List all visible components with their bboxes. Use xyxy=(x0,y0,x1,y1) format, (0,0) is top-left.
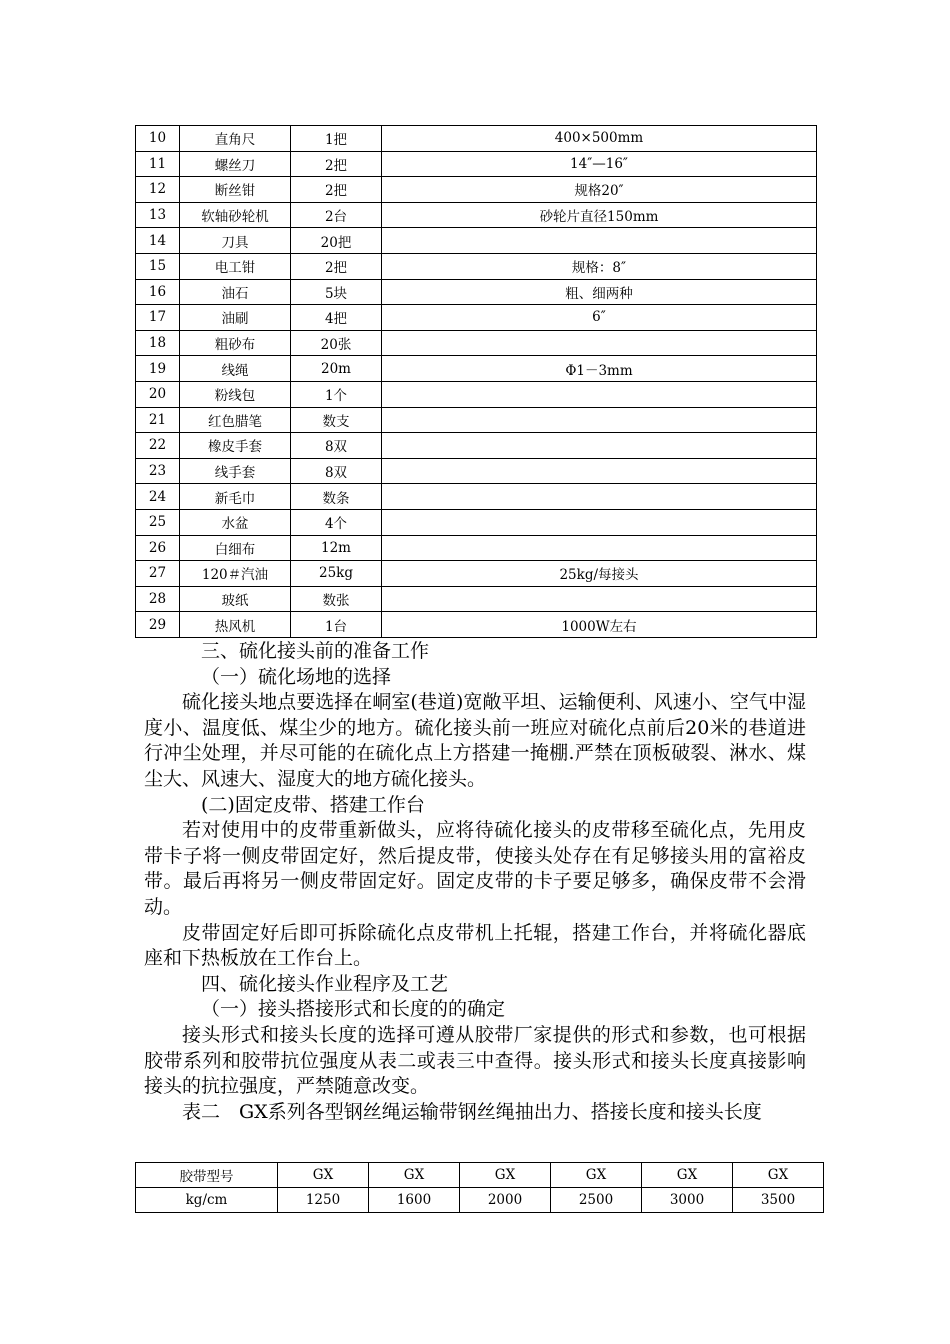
quantity-cell: 20张 xyxy=(291,330,382,356)
spec-cell: 6″ xyxy=(382,305,817,331)
quantity-cell: 12m xyxy=(291,535,382,561)
belt-strength-cell: 2000 xyxy=(460,1188,551,1213)
belt-strength-cell: 3000 xyxy=(642,1188,733,1213)
paragraph-fix-belt: 若对使用中的皮带重新做头，应将待硫化接头的皮带移至硫化点，先用皮带卡子将一侧皮带固定好，然后提皮带，使接头处存在有足够接头用的富裕皮带。最后再将另一侧皮带固定好。固定皮带的卡子要足够多，确保皮带不会滑动。 xyxy=(144,819,806,918)
tools-table-row xyxy=(136,561,817,587)
spec-cell xyxy=(382,433,817,459)
row-number-cell: 23 xyxy=(136,458,180,484)
spec-cell xyxy=(382,535,817,561)
row-number-cell: 21 xyxy=(136,407,180,433)
tool-name-cell: 软轴砂轮机 xyxy=(180,202,291,228)
quantity-cell: 1个 xyxy=(291,381,382,407)
tool-name-cell: 断丝钳 xyxy=(180,177,291,203)
tools-table-row xyxy=(136,151,817,177)
tools-table-row xyxy=(136,356,817,382)
tools-table-row xyxy=(136,202,817,228)
quantity-cell: 2把 xyxy=(291,253,382,279)
paragraph-joint-form: 接头形式和接头长度的选择可遵从胶带厂家提供的形式和参数，也可根据胶带系列和胶带抗位强度从表二或表三中查得。接头形式和接头长度真接影响接头的抗拉强度，严禁随意改变。 xyxy=(144,1023,806,1098)
quantity-cell: 2把 xyxy=(291,151,382,177)
spec-cell xyxy=(382,381,817,407)
tool-name-cell: 粗砂布 xyxy=(180,330,291,356)
tools-table-row xyxy=(136,228,817,254)
tools-table-row xyxy=(136,407,817,433)
body-text xyxy=(144,639,806,1125)
tool-name-cell: 线手套 xyxy=(180,458,291,484)
spec-cell: 400×500mm xyxy=(382,126,817,152)
spec-cell: 规格20″ xyxy=(382,177,817,203)
tools-table-row xyxy=(136,458,817,484)
belt-header-label: 胶带型号 xyxy=(136,1163,278,1188)
quantity-cell: 5块 xyxy=(291,279,382,305)
tools-table-row xyxy=(136,535,817,561)
belt-strength-cell: 1600 xyxy=(369,1188,460,1213)
row-number-cell: 13 xyxy=(136,202,180,228)
tool-name-cell: 新毛巾 xyxy=(180,484,291,510)
belt-table-row-model xyxy=(136,1163,824,1188)
spec-cell xyxy=(382,586,817,612)
tools-table-row xyxy=(136,381,817,407)
spec-cell: Φ1－3mm xyxy=(382,356,817,382)
spec-cell: 1000W左右 xyxy=(382,612,817,638)
spec-cell xyxy=(382,407,817,433)
tools-table-row xyxy=(136,509,817,535)
tool-name-cell: 玻纸 xyxy=(180,586,291,612)
row-number-cell: 11 xyxy=(136,151,180,177)
belt-model-cell: GX xyxy=(642,1163,733,1188)
tool-name-cell: 油石 xyxy=(180,279,291,305)
belt-model-cell: GX xyxy=(551,1163,642,1188)
tool-name-cell: 热风机 xyxy=(180,612,291,638)
belt-model-cell: GX xyxy=(460,1163,551,1188)
row-number-cell: 16 xyxy=(136,279,180,305)
row-number-cell: 18 xyxy=(136,330,180,356)
quantity-cell: 数条 xyxy=(291,484,382,510)
quantity-cell: 25kg xyxy=(291,561,382,587)
tools-table-row xyxy=(136,305,817,331)
tool-name-cell: 水盆 xyxy=(180,509,291,535)
spec-cell xyxy=(382,458,817,484)
row-number-cell: 17 xyxy=(136,305,180,331)
quantity-cell: 1把 xyxy=(291,126,382,152)
tool-name-cell: 油刷 xyxy=(180,305,291,331)
belt-model-cell: GX xyxy=(278,1163,369,1188)
section-4-1-heading: （一）接头搭接形式和长度的的确定 xyxy=(201,998,506,1021)
section-4-heading: 四、硫化接头作业程序及工艺 xyxy=(201,972,449,995)
row-number-cell: 20 xyxy=(136,381,180,407)
belt-model-cell: GX xyxy=(733,1163,824,1188)
spec-cell xyxy=(382,509,817,535)
quantity-cell: 8双 xyxy=(291,458,382,484)
belt-table xyxy=(135,1162,824,1213)
quantity-cell: 20把 xyxy=(291,228,382,254)
row-number-cell: 24 xyxy=(136,484,180,510)
quantity-cell: 8双 xyxy=(291,433,382,459)
tools-table-row xyxy=(136,177,817,203)
quantity-cell: 数张 xyxy=(291,586,382,612)
tool-name-cell: 粉线包 xyxy=(180,381,291,407)
quantity-cell: 1台 xyxy=(291,612,382,638)
belt-strength-cell: 2500 xyxy=(551,1188,642,1213)
belt-strength-cell: 1250 xyxy=(278,1188,369,1213)
tool-name-cell: 120＃汽油 xyxy=(180,561,291,587)
section-3-2-heading: (二)固定皮带、搭建工作台 xyxy=(201,793,425,816)
tools-table-body xyxy=(136,126,817,638)
spec-cell: 25kg/每接头 xyxy=(382,561,817,587)
spec-cell: 规格：8″ xyxy=(382,253,817,279)
spec-cell xyxy=(382,330,817,356)
belt-strength-cell: 3500 xyxy=(733,1188,824,1213)
section-3-heading: 三、硫化接头前的准备工作 xyxy=(201,640,430,662)
row-number-cell: 22 xyxy=(136,433,180,459)
tools-table-row xyxy=(136,330,817,356)
tool-name-cell: 刀具 xyxy=(180,228,291,254)
tools-table-row xyxy=(136,279,817,305)
tools-table-row xyxy=(136,586,817,612)
paragraph-workbench: 皮带固定好后即可拆除硫化点皮带机上托辊，搭建工作台，并将硫化器底座和下热板放在工作台上。 xyxy=(144,921,806,970)
quantity-cell: 数支 xyxy=(291,407,382,433)
spec-cell: 粗、细两种 xyxy=(382,279,817,305)
quantity-cell: 20m xyxy=(291,356,382,382)
quantity-cell: 2台 xyxy=(291,202,382,228)
row-number-cell: 28 xyxy=(136,586,180,612)
quantity-cell: 4个 xyxy=(291,509,382,535)
tools-table-row xyxy=(136,433,817,459)
table-caption: 表二 GX系列各型钢丝绳运输带钢丝绳抽出力、搭接长度和接头长度 xyxy=(182,1100,762,1123)
tools-table-row xyxy=(136,126,817,152)
paragraph-site-selection: 硫化接头地点要选择在峒室(巷道)宽敞平坦、运输便利、风速小、空气中湿度小、温度低、煤尘少的地方。硫化接头前一班应对硫化点前后20米的巷道进行冲尘处理，并尽可能的在硫化点上方搭建一掩棚.严禁在顶板破裂、淋水、煤尘大、风速大、湿度大的地方硫化接头。 xyxy=(144,691,806,790)
tool-name-cell: 红色腊笔 xyxy=(180,407,291,433)
tool-name-cell: 螺丝刀 xyxy=(180,151,291,177)
row-number-cell: 10 xyxy=(136,126,180,152)
section-3-1-heading: （一）硫化场地的选择 xyxy=(201,665,392,688)
spec-cell: 14″—16″ xyxy=(382,151,817,177)
row-number-cell: 29 xyxy=(136,612,180,638)
spec-cell xyxy=(382,484,817,510)
row-number-cell: 15 xyxy=(136,253,180,279)
row-number-cell: 26 xyxy=(136,535,180,561)
row-number-cell: 12 xyxy=(136,177,180,203)
tools-table-row xyxy=(136,612,817,638)
tools-table-row xyxy=(136,484,817,510)
quantity-cell: 4把 xyxy=(291,305,382,331)
tool-name-cell: 白细布 xyxy=(180,535,291,561)
tools-table-row xyxy=(136,253,817,279)
row-number-cell: 19 xyxy=(136,356,180,382)
spec-cell: 砂轮片直径150mm xyxy=(382,202,817,228)
row-number-cell: 14 xyxy=(136,228,180,254)
tool-name-cell: 线绳 xyxy=(180,356,291,382)
tools-table xyxy=(135,125,817,638)
row-number-cell: 25 xyxy=(136,509,180,535)
tool-name-cell: 直角尺 xyxy=(180,126,291,152)
belt-table-row-strength xyxy=(136,1188,824,1213)
belt-model-cell: GX xyxy=(369,1163,460,1188)
tool-name-cell: 橡皮手套 xyxy=(180,433,291,459)
row-number-cell: 27 xyxy=(136,561,180,587)
spec-cell xyxy=(382,228,817,254)
quantity-cell: 2把 xyxy=(291,177,382,203)
tool-name-cell: 电工钳 xyxy=(180,253,291,279)
belt-unit-label: kg/cm xyxy=(136,1188,278,1213)
